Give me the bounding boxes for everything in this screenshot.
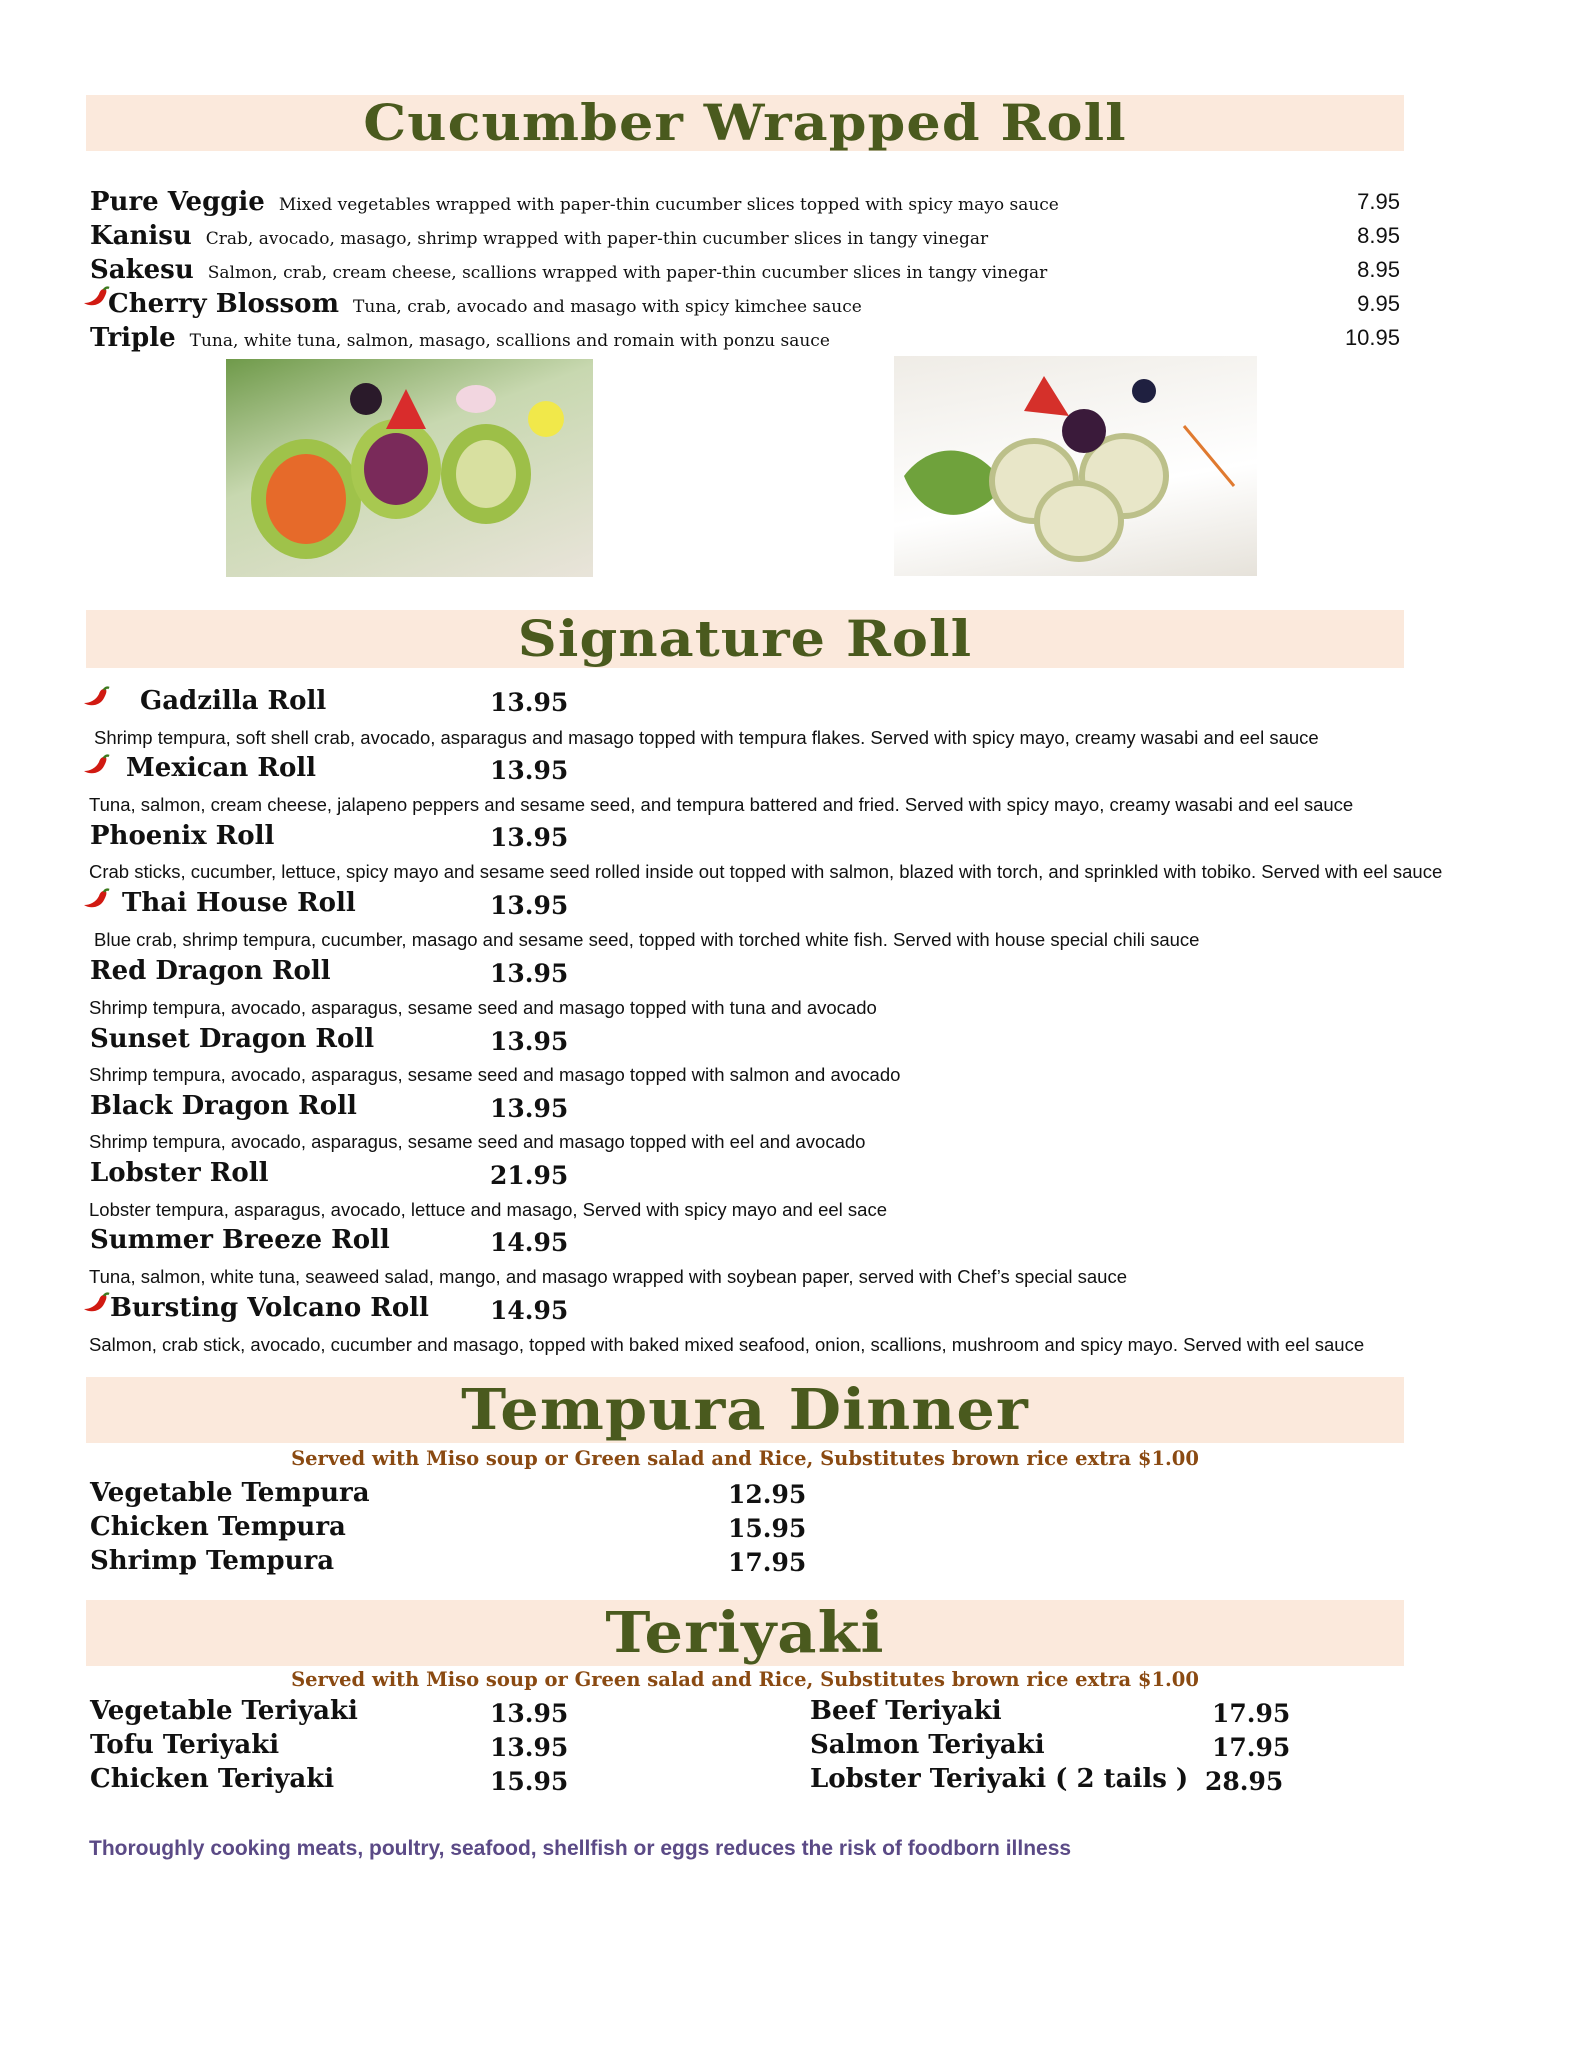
item-price: 8.95: [1357, 257, 1400, 282]
chili-pepper-icon: [82, 888, 110, 910]
section-header-cucumber: [86, 95, 1404, 151]
item-price: 13.95: [490, 891, 569, 920]
food-safety-notice: Thoroughly cooking meats, poultry, seafood, shellfish or eggs reduces the risk of foodborn illness: [89, 1837, 1072, 1860]
item-description: Salmon, crab stick, avocado, cucumber and masago, topped with baked mixed seafood, onion, scallions, mushroom and spicy mayo. Served with eel sauce: [89, 1334, 1365, 1355]
item-description: Salmon, crab, cream cheese, scallions wrapped with paper-thin cucumber slices in tangy vinegar: [207, 263, 1048, 283]
item-price: 28.95: [1205, 1767, 1284, 1796]
item-price: 9.95: [1357, 291, 1400, 316]
item-price: 13.95: [490, 1094, 569, 1123]
item-description: Shrimp tempura, soft shell crab, avocado, asparagus and masago topped with tempura flakes. Served with spicy mayo, creamy wasabi and eel sauce: [94, 727, 1319, 748]
chili-pepper-icon: [82, 754, 110, 776]
item-name: Pure Veggie: [90, 187, 265, 217]
item-description: Lobster tempura, asparagus, avocado, lettuce and masago, Served with spicy mayo and eel sace: [89, 1199, 888, 1220]
item-name: Sunset Dragon Roll: [90, 1024, 375, 1054]
menu-item: [90, 221, 1400, 255]
item-price: 21.95: [490, 1161, 569, 1190]
item-price: 17.95: [728, 1548, 807, 1577]
item-name: Shrimp Tempura: [90, 1546, 335, 1576]
section-header-tempura: [86, 1377, 1404, 1443]
item-description: Tuna, crab, avocado and masago with spicy kimchee sauce: [353, 297, 862, 317]
item-name: Triple: [90, 323, 176, 353]
item-name: Cherry Blossom: [108, 289, 340, 319]
item-name: Chicken Tempura: [90, 1512, 346, 1542]
food-photo-cucumber-roll: [226, 359, 593, 577]
item-name: Salmon Teriyaki: [810, 1730, 1045, 1760]
item-name: Beef Teriyaki: [810, 1696, 1002, 1726]
item-description: Tuna, salmon, white tuna, seaweed salad, mango, and masago wrapped with soybean paper, served with Chef’s special sauce: [89, 1266, 1127, 1287]
section-header-signature: [86, 610, 1404, 668]
item-price: 8.95: [1357, 223, 1400, 248]
item-price: 13.95: [490, 823, 569, 852]
item-description: Tuna, white tuna, salmon, masago, scallions and romain with ponzu sauce: [189, 331, 830, 351]
item-description: Shrimp tempura, avocado, asparagus, sesame seed and masago topped with tuna and avocado: [89, 997, 877, 1018]
item-name: Vegetable Tempura: [90, 1478, 370, 1508]
chili-pepper-icon: [82, 686, 110, 708]
section-title: Teriyaki: [605, 1600, 885, 1666]
item-name: Lobster Teriyaki ( 2 tails ): [810, 1764, 1189, 1794]
item-name: Bursting Volcano Roll: [110, 1293, 429, 1323]
item-description: Shrimp tempura, avocado, asparagus, sesame seed and masago topped with salmon and avocado: [89, 1064, 901, 1085]
item-price: 15.95: [490, 1767, 569, 1796]
item-price: 17.95: [1212, 1733, 1291, 1762]
chili-pepper-icon: [82, 286, 110, 308]
item-name: Black Dragon Roll: [90, 1091, 357, 1121]
item-name: Phoenix Roll: [90, 821, 275, 851]
item-name: Kanisu: [90, 221, 192, 251]
section-title: Cucumber Wrapped Roll: [363, 93, 1127, 152]
item-name: Lobster Roll: [90, 1158, 269, 1188]
item-name: Thai House Roll: [122, 888, 356, 918]
item-price: 14.95: [490, 1228, 569, 1257]
item-name: Summer Breeze Roll: [90, 1225, 390, 1255]
item-description: Crab sticks, cucumber, lettuce, spicy mayo and sesame seed rolled inside out topped with salmon, blazed with torch, and sprinkled with tobiko. Served with eel sauce: [89, 861, 1443, 882]
item-price: 13.95: [490, 1733, 569, 1762]
chili-pepper-icon: [82, 1292, 110, 1314]
item-price: 13.95: [490, 959, 569, 988]
item-price: 14.95: [490, 1296, 569, 1325]
item-price: 13.95: [490, 688, 569, 717]
item-name: Mexican Roll: [126, 753, 317, 783]
menu-item: [90, 255, 1400, 289]
item-price: 13.95: [490, 1699, 569, 1728]
section-header-teriyaki: [86, 1600, 1404, 1666]
item-description: Blue crab, shrimp tempura, cucumber, masago and sesame seed, topped with torched white fish. Served with house special chili sauce: [94, 929, 1200, 950]
section-title: Signature Roll: [517, 609, 973, 668]
food-photo-cucumber-roll-2: [894, 356, 1257, 576]
item-name: Vegetable Teriyaki: [90, 1696, 358, 1726]
item-name: Chicken Teriyaki: [90, 1764, 335, 1794]
item-price: 17.95: [1212, 1699, 1291, 1728]
item-price: 12.95: [728, 1480, 807, 1509]
item-name: Gadzilla Roll: [140, 686, 327, 716]
menu-item: [90, 187, 1400, 221]
item-price: 13.95: [490, 756, 569, 785]
menu-item: [90, 323, 1400, 357]
item-description: Shrimp tempura, avocado, asparagus, sesame seed and masago topped with eel and avocado: [89, 1131, 866, 1152]
item-price: 10.95: [1344, 325, 1400, 350]
item-description: Crab, avocado, masago, shrimp wrapped with paper-thin cucumber slices in tangy vinegar: [205, 229, 989, 249]
item-name: Tofu Teriyaki: [90, 1730, 280, 1760]
item-description: Tuna, salmon, cream cheese, jalapeno peppers and sesame seed, and tempura battered and fried. Served with spicy mayo, creamy wasabi and eel sauce: [89, 794, 1354, 815]
section-subtitle: Served with Miso soup or Green salad and Rice, Substitutes brown rice extra $1.00: [291, 1668, 1199, 1691]
item-price: 13.95: [490, 1027, 569, 1056]
item-description: Mixed vegetables wrapped with paper-thin cucumber slices topped with spicy mayo sauce: [278, 195, 1059, 215]
item-name: Sakesu: [90, 255, 194, 285]
item-price: 7.95: [1357, 189, 1400, 214]
item-price: 15.95: [728, 1514, 807, 1543]
menu-item: [108, 289, 1400, 323]
section-subtitle: Served with Miso soup or Green salad and Rice, Substitutes brown rice extra $1.00: [291, 1447, 1199, 1470]
item-name: Red Dragon Roll: [90, 956, 331, 986]
section-title: Tempura Dinner: [461, 1377, 1029, 1443]
